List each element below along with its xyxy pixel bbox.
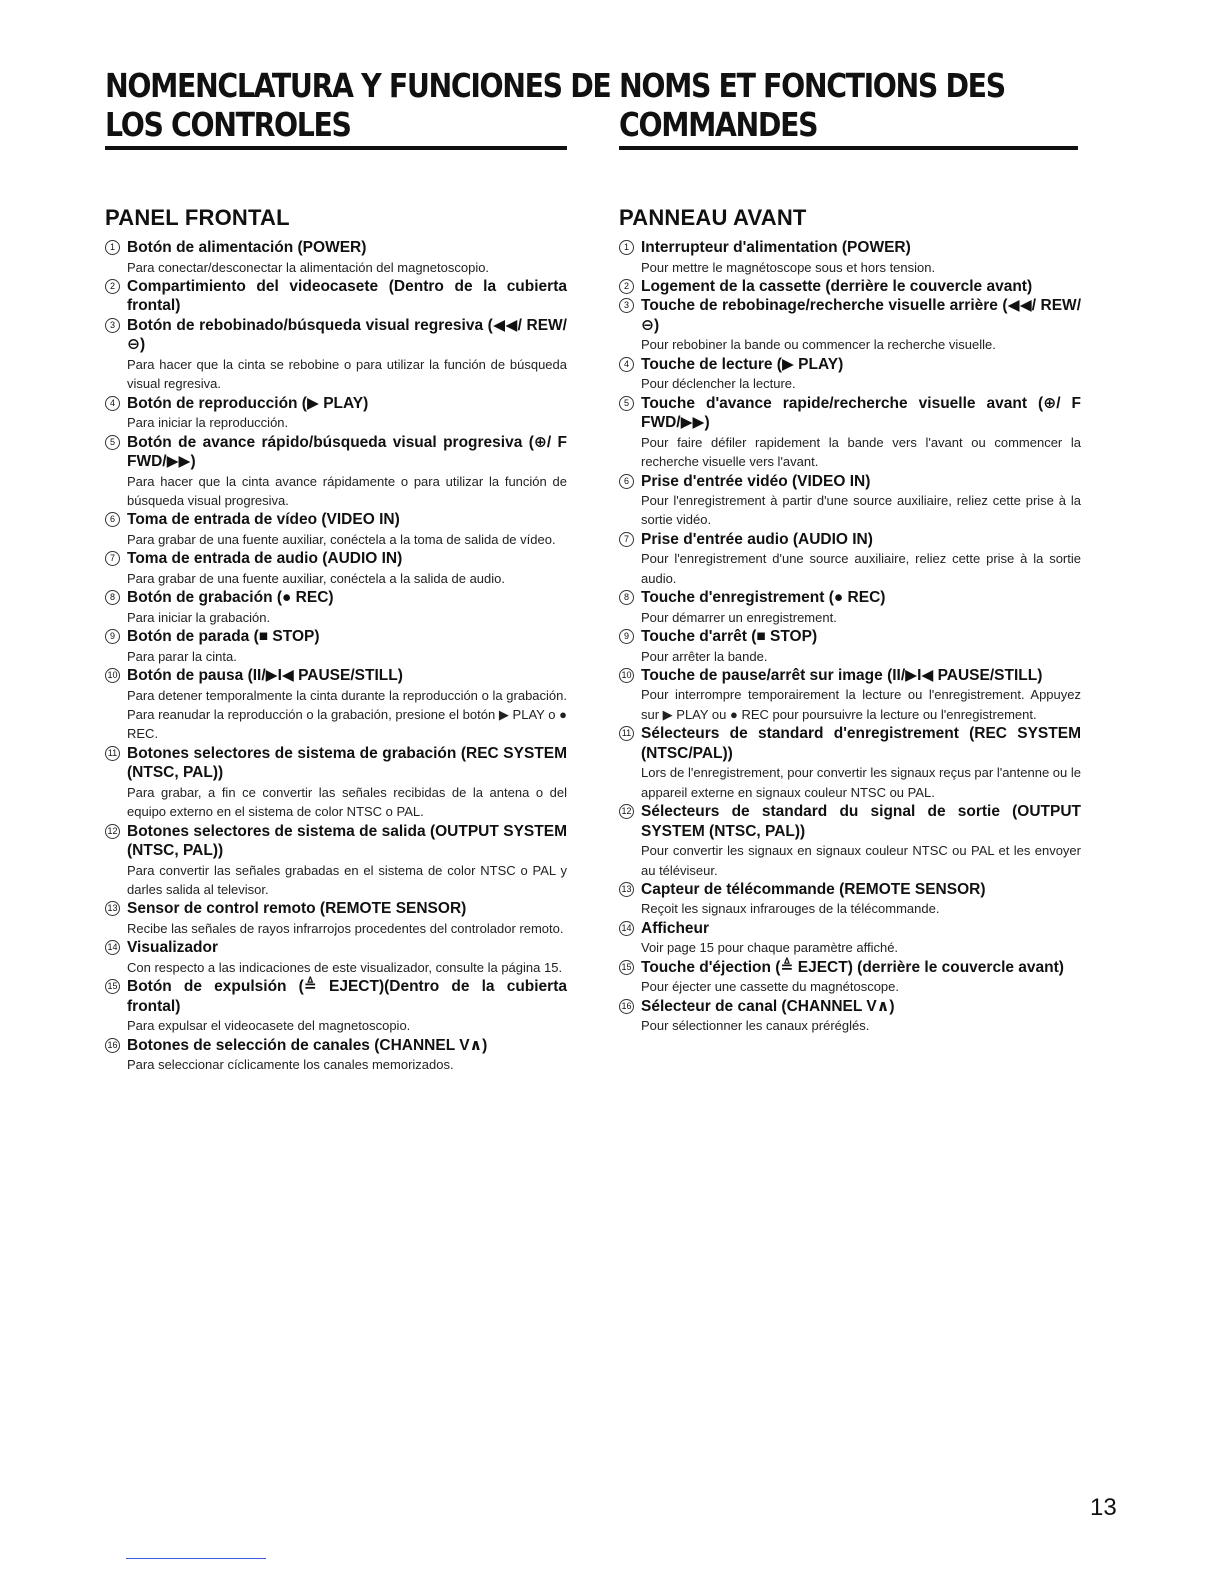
item-heading bbox=[105, 627, 567, 647]
list-item bbox=[619, 919, 1081, 958]
list-item bbox=[105, 938, 567, 977]
item-description: Para grabar de una fuente auxiliar, conéctela a la toma de salida de vídeo. bbox=[127, 531, 556, 547]
list-item bbox=[619, 472, 1081, 530]
list-item bbox=[105, 977, 567, 1035]
item-description: Para parar la cinta. bbox=[127, 648, 237, 664]
item-number: 10 bbox=[105, 668, 120, 683]
item-description: Pour l'enregistrement d'une source auxiliaire, reliez cette prise à la sortie audio. bbox=[641, 551, 1081, 586]
item-heading-text: Botón de grabación (● REC) bbox=[127, 589, 334, 607]
item-number: 5 bbox=[619, 396, 634, 411]
item-heading-text: Touche de rebobinage/recherche visuelle arrière (◀◀/ REW/⊖) bbox=[641, 297, 1081, 334]
item-heading-text: Botones de selección de canales (CHANNEL V∧) bbox=[127, 1036, 488, 1054]
item-number: 16 bbox=[619, 999, 634, 1014]
item-heading bbox=[619, 355, 1081, 375]
item-description: Pour faire défiler rapidement la bande vers l'avant ou commencer la recherche visuelle vers l'avant. bbox=[641, 434, 1081, 470]
item-description: Reçoit les signaux infrarouges de la télécommande. bbox=[641, 901, 940, 917]
item-heading bbox=[619, 958, 1081, 978]
item-heading-text: Touche d'enregistrement (● REC) bbox=[641, 589, 886, 607]
title-rule bbox=[619, 146, 1078, 150]
french-title: NOMS ET FONCTIONS DES COMMANDES bbox=[619, 66, 1005, 144]
list-item bbox=[105, 588, 567, 627]
item-heading-text: Touche d'arrêt (■ STOP) bbox=[641, 628, 818, 646]
item-heading-text: Compartimiento del videocasete (Dentro de la cubierta frontal) bbox=[127, 277, 567, 315]
item-number: 8 bbox=[105, 590, 120, 605]
title-rule bbox=[105, 146, 567, 150]
list-item bbox=[619, 627, 1081, 666]
list-item bbox=[619, 355, 1081, 394]
item-heading bbox=[105, 433, 567, 472]
item-heading-text: Botones selectores de sistema de salida (OUTPUT SYSTEM (NTSC, PAL)) bbox=[127, 822, 567, 860]
item-description: Recibe las señales de rayos infrarrojos procedentes del controlador remoto. bbox=[127, 920, 564, 936]
item-description: Para conectar/desconectar la alimentación del magnetoscopio. bbox=[127, 259, 490, 275]
item-number: 7 bbox=[105, 551, 120, 566]
item-heading bbox=[619, 627, 1081, 647]
item-heading-text: Sélecteur de canal (CHANNEL V∧) bbox=[641, 997, 895, 1015]
item-heading-text: Touche d'avance rapide/recherche visuelle avant (⊕/ F FWD/▶▶) bbox=[641, 394, 1081, 432]
item-heading-text: Touche d'éjection (≜ EJECT) (derrière le couvercle avant) bbox=[641, 958, 1064, 976]
list-item bbox=[619, 588, 1081, 627]
item-description: Para iniciar la grabación. bbox=[127, 609, 271, 625]
item-heading-text: Touche de lecture (▶ PLAY) bbox=[641, 355, 844, 373]
item-heading-text: Touche de pause/arrêt sur image (II/▶I◀ PAUSE/STILL) bbox=[641, 666, 1043, 684]
item-number: 9 bbox=[619, 629, 634, 644]
item-number: 1 bbox=[105, 240, 120, 255]
item-description: Para grabar de una fuente auxiliar, conéctela a la salida de audio. bbox=[127, 570, 505, 586]
list-item bbox=[619, 958, 1081, 997]
item-heading-text: Sensor de control remoto (REMOTE SENSOR) bbox=[127, 900, 467, 918]
list-item bbox=[105, 549, 567, 588]
list-item bbox=[619, 666, 1081, 724]
item-heading-text: Logement de la cassette (derrière le couvercle avant) bbox=[641, 277, 1033, 295]
item-description: Pour arrêter la bande. bbox=[641, 648, 768, 664]
item-heading bbox=[619, 296, 1081, 335]
list-item bbox=[105, 277, 567, 316]
item-heading bbox=[105, 238, 567, 258]
item-heading-text: Afficheur bbox=[641, 919, 710, 937]
item-heading bbox=[619, 802, 1081, 841]
item-heading bbox=[105, 277, 567, 316]
list-item bbox=[619, 880, 1081, 919]
item-heading bbox=[619, 880, 1081, 900]
list-item bbox=[619, 530, 1081, 588]
french-item-list bbox=[619, 238, 1081, 1036]
item-number: 8 bbox=[619, 590, 634, 605]
item-number: 6 bbox=[619, 474, 634, 489]
item-number: 15 bbox=[105, 979, 120, 994]
item-heading bbox=[105, 938, 567, 958]
item-number: 16 bbox=[105, 1038, 120, 1053]
item-number: 6 bbox=[105, 512, 120, 527]
list-item bbox=[619, 238, 1081, 277]
item-number: 4 bbox=[619, 357, 634, 372]
list-item bbox=[105, 510, 567, 549]
item-number: 3 bbox=[105, 318, 120, 333]
item-number: 15 bbox=[619, 960, 634, 975]
item-heading bbox=[619, 394, 1081, 433]
item-heading bbox=[105, 977, 567, 1016]
list-item bbox=[105, 1036, 567, 1075]
item-description: Pour mettre le magnétoscope sous et hors tension. bbox=[641, 259, 936, 275]
item-heading bbox=[105, 510, 567, 530]
item-heading-text: Botón de rebobinado/búsqueda visual regresiva (◀◀/ REW/⊖) bbox=[127, 316, 567, 354]
item-description: Para hacer que la cinta se rebobine o para utilizar la función de búsqueda visual regresiva. bbox=[127, 356, 567, 392]
item-description: Pour convertir les signaux en signaux couleur NTSC ou PAL et les envoyer au téléviseur. bbox=[641, 843, 1081, 878]
item-heading-text: Sélecteurs de standard du signal de sortie (OUTPUT SYSTEM (NTSC, PAL)) bbox=[641, 803, 1081, 840]
item-number: 3 bbox=[619, 298, 634, 313]
item-number: 4 bbox=[105, 396, 120, 411]
item-heading-text: Prise d'entrée vidéo (VIDEO IN) bbox=[641, 472, 871, 490]
item-description: Pour éjecter une cassette du magnétoscope. bbox=[641, 979, 899, 995]
item-number: 11 bbox=[105, 746, 120, 761]
list-item bbox=[105, 433, 567, 511]
item-heading bbox=[619, 724, 1081, 763]
item-heading bbox=[619, 919, 1081, 939]
item-description: Para seleccionar cíclicamente los canales memorizados. bbox=[127, 1057, 454, 1073]
item-number: 1 bbox=[619, 240, 634, 255]
list-item bbox=[105, 899, 567, 938]
item-description: Lors de l'enregistrement, pour convertir les signaux reçus par l'antenne ou le appareil externe en signaux couleur NTSC ou PAL. bbox=[641, 765, 1081, 800]
item-description: Para convertir las señales grabadas en el sistema de color NTSC o PAL y darles salida al televisor. bbox=[127, 862, 567, 897]
item-heading bbox=[619, 666, 1081, 686]
bottom-divider bbox=[126, 1558, 266, 1559]
item-heading-text: Capteur de télécommande (REMOTE SENSOR) bbox=[641, 880, 986, 898]
list-item bbox=[619, 802, 1081, 880]
item-heading bbox=[105, 549, 567, 569]
item-heading bbox=[105, 666, 567, 686]
item-number: 12 bbox=[619, 804, 634, 819]
spanish-item-list bbox=[105, 238, 567, 1075]
spanish-title: NOMENCLATURA Y FUNCIONES DE LOS CONTROLES bbox=[105, 66, 611, 144]
item-heading bbox=[105, 316, 567, 355]
list-item bbox=[105, 316, 567, 394]
item-heading-text: Botón de parada (■ STOP) bbox=[127, 628, 320, 646]
list-item bbox=[105, 744, 567, 822]
item-heading-text: Botones selectores de sistema de grabación (REC SYSTEM (NTSC, PAL)) bbox=[127, 744, 567, 782]
item-heading bbox=[105, 394, 567, 414]
item-heading bbox=[619, 997, 1081, 1017]
item-heading bbox=[105, 1036, 567, 1056]
item-heading bbox=[619, 238, 1081, 258]
item-number: 11 bbox=[619, 726, 634, 741]
page-number: 13 bbox=[1090, 1494, 1117, 1521]
spanish-section-title: PANEL FRONTAL bbox=[105, 205, 290, 230]
list-item bbox=[105, 666, 567, 744]
item-heading bbox=[105, 822, 567, 861]
item-description: Pour sélectionner les canaux préréglés. bbox=[641, 1018, 870, 1034]
item-description: Pour démarrer un enregistrement. bbox=[641, 609, 837, 625]
item-number: 10 bbox=[619, 668, 634, 683]
list-item bbox=[105, 822, 567, 900]
list-item bbox=[619, 997, 1081, 1036]
item-description: Pour rebobiner la bande ou commencer la recherche visuelle. bbox=[641, 337, 996, 353]
item-heading-text: Interrupteur d'alimentation (POWER) bbox=[641, 239, 911, 256]
item-number: 9 bbox=[105, 629, 120, 644]
item-description: Para expulsar el videocasete del magnetoscopio. bbox=[127, 1018, 411, 1034]
item-heading bbox=[105, 744, 567, 783]
item-heading-text: Botón de reproducción (▶ PLAY) bbox=[127, 394, 369, 412]
item-heading-text: Toma de entrada de vídeo (VIDEO IN) bbox=[127, 511, 400, 529]
item-description: Para grabar, a fin ce convertir las señales recibidas de la antena o del equipo externo en el sistema de color NTSC o PAL. bbox=[127, 784, 567, 820]
item-number: 7 bbox=[619, 532, 634, 547]
item-description: Voir page 15 pour chaque paramètre affiché. bbox=[641, 940, 899, 956]
item-heading bbox=[619, 277, 1081, 297]
list-item bbox=[619, 277, 1081, 297]
item-number: 2 bbox=[619, 279, 634, 294]
item-heading-text: Botón de expulsión (≜ EJECT)(Dentro de la cubierta frontal) bbox=[127, 978, 567, 1015]
item-number: 14 bbox=[619, 921, 634, 936]
item-heading-text: Sélecteurs de standard d'enregistrement (REC SYSTEM (NTSC/PAL)) bbox=[641, 725, 1081, 762]
item-description: Pour l'enregistrement à partir d'une source auxiliaire, reliez cette prise à la sortie vidéo. bbox=[641, 493, 1081, 528]
french-section-title: PANNEAU AVANT bbox=[619, 205, 807, 230]
item-heading bbox=[619, 472, 1081, 492]
item-heading-text: Visualizador bbox=[127, 939, 219, 957]
item-heading bbox=[105, 588, 567, 608]
item-heading-text: Botón de pausa (II/▶I◀ PAUSE/STILL) bbox=[127, 667, 403, 685]
list-item bbox=[105, 394, 567, 433]
list-item bbox=[619, 394, 1081, 472]
list-item bbox=[105, 627, 567, 666]
item-description: Pour interrompre temporairement la lecture ou l'enregistrement. Appuyez sur ▶ PLAY ou ● REC pour poursuivre la lecture ou l'enregistrement. bbox=[641, 687, 1081, 722]
item-description: Pour déclencher la lecture. bbox=[641, 376, 796, 392]
list-item bbox=[619, 724, 1081, 802]
item-description: Para iniciar la reproducción. bbox=[127, 415, 289, 431]
item-number: 2 bbox=[105, 279, 120, 294]
item-description: Con respecto a las indicaciones de este visualizador, consulte la página 15. bbox=[127, 959, 563, 975]
item-number: 12 bbox=[105, 824, 120, 839]
item-number: 13 bbox=[619, 882, 634, 897]
item-heading-text: Toma de entrada de audio (AUDIO IN) bbox=[127, 550, 403, 568]
item-description: Para detener temporalmente la cinta durante la reproducción o la grabación. Para reanudar la reproducción o la grabación, presione el botón ▶ PLAY o ● REC. bbox=[127, 687, 567, 742]
item-number: 14 bbox=[105, 940, 120, 955]
item-heading-text: Prise d'entrée audio (AUDIO IN) bbox=[641, 530, 873, 548]
item-number: 5 bbox=[105, 435, 120, 450]
item-heading bbox=[105, 899, 567, 919]
list-item bbox=[105, 238, 567, 277]
item-number: 13 bbox=[105, 901, 120, 916]
item-heading bbox=[619, 588, 1081, 608]
item-heading-text: Botón de avance rápido/búsqueda visual progresiva (⊕/ F FWD/▶▶) bbox=[127, 433, 567, 471]
item-heading bbox=[619, 530, 1081, 550]
list-item bbox=[619, 296, 1081, 354]
item-description: Para hacer que la cinta avance rápidamente o para utilizar la función de búsqueda visual progresiva. bbox=[127, 473, 567, 509]
item-heading-text: Botón de alimentación (POWER) bbox=[127, 239, 367, 256]
